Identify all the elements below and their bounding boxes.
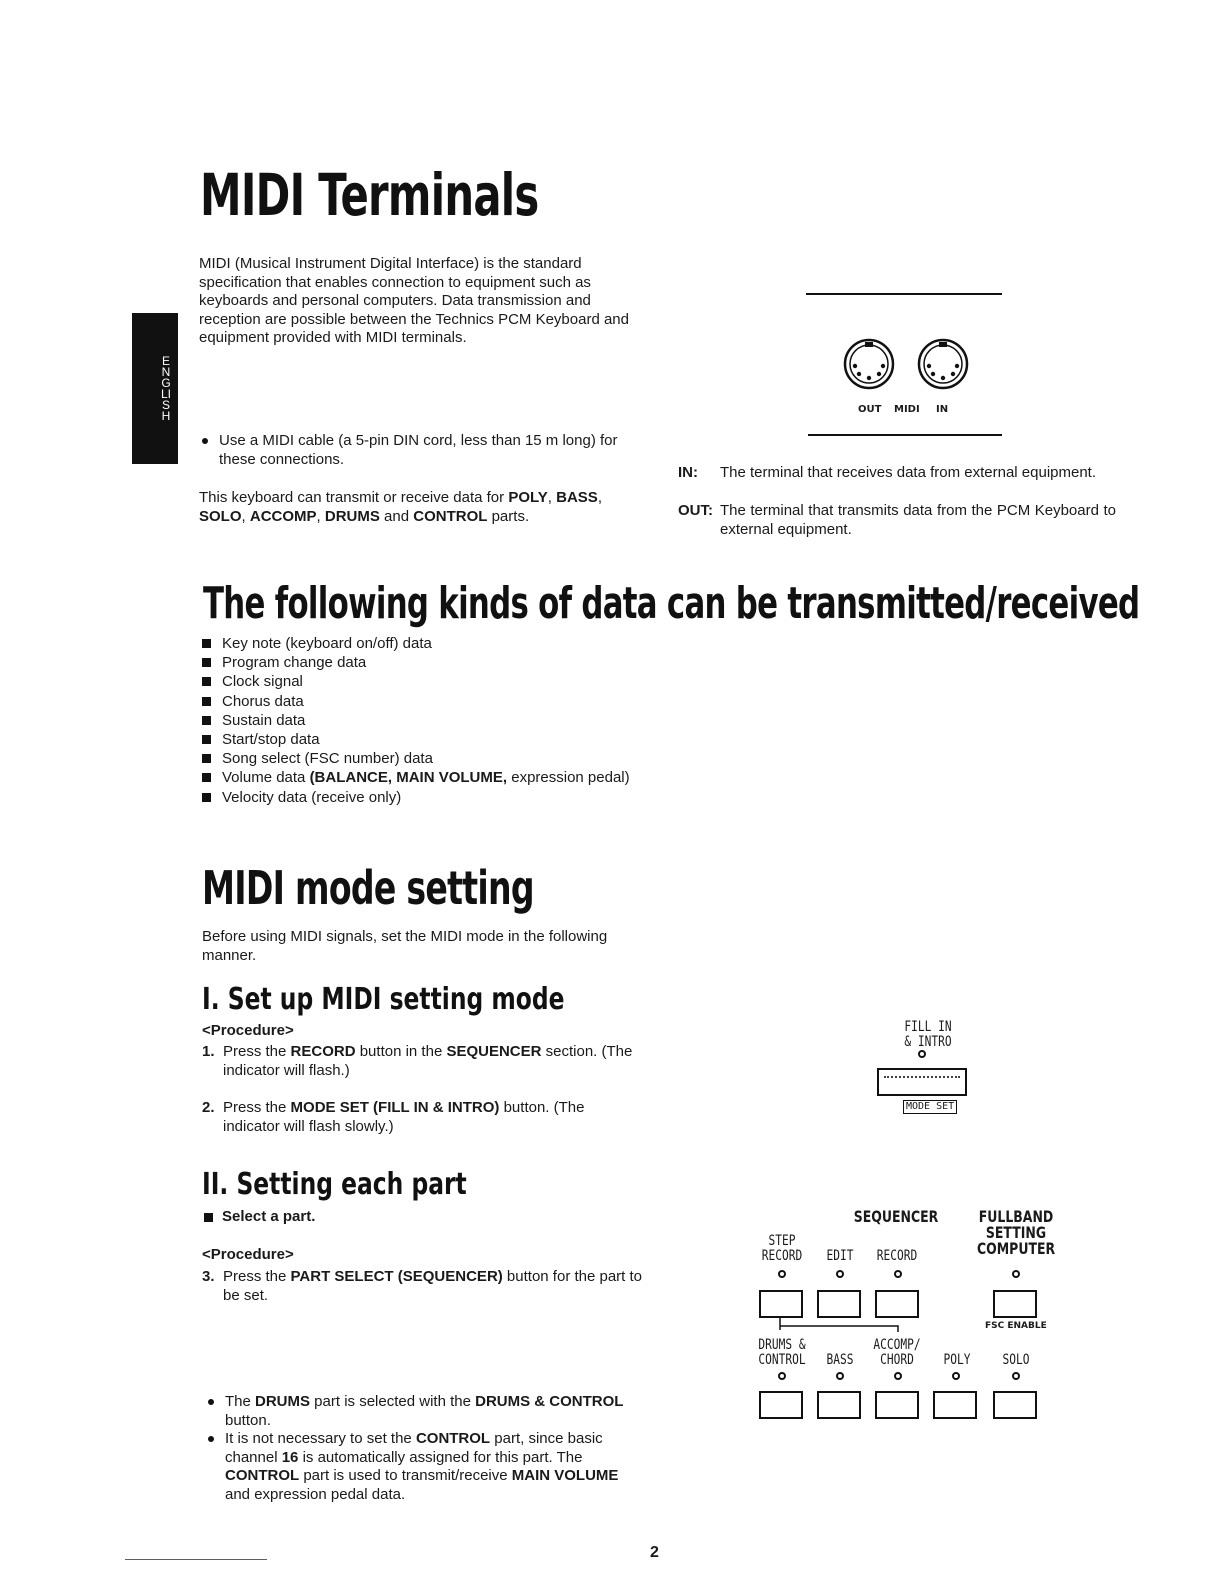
select-bullet-icon xyxy=(204,1213,213,1222)
mode-intro: Before using MIDI signals, set the MIDI mode in the following manner. xyxy=(202,928,608,964)
step2-number: 2. xyxy=(202,1099,215,1116)
page-title: MIDI Terminals xyxy=(200,161,539,229)
record-indicator xyxy=(894,1270,902,1278)
fullband-title-2: SETTING xyxy=(985,1223,1047,1242)
mode-set-label: MODE SET xyxy=(903,1100,957,1114)
data-kind-item: Program change data xyxy=(200,653,680,672)
out-def-label: OUT: xyxy=(678,502,713,519)
part-drums: DRUMS xyxy=(324,507,380,525)
step3-c: button for the part to be set. xyxy=(223,1268,643,1304)
drums-label-1: DRUMS & xyxy=(758,1337,806,1353)
accomp-label-1: ACCOMP/ xyxy=(873,1337,921,1353)
volume-prefix: Volume data xyxy=(222,769,310,787)
fullband-title-3: COMPUTER xyxy=(977,1239,1056,1258)
data-kinds-list xyxy=(200,634,680,807)
notes-list xyxy=(205,1393,643,1504)
note1-b: DRUMS xyxy=(255,1393,311,1410)
part-solo: SOLO xyxy=(199,507,242,525)
in-def-label: IN: xyxy=(678,464,698,481)
midi-in-label: IN xyxy=(936,404,949,415)
fsc-indicator xyxy=(1012,1270,1020,1278)
step1-text xyxy=(223,1043,643,1080)
parts-suffix: parts. xyxy=(491,507,530,525)
midi-label: MIDI xyxy=(894,404,920,415)
language-tab-label: ENGLISH xyxy=(160,353,171,423)
volume-bold: (BALANCE, MAIN VOLUME, xyxy=(309,769,508,787)
step-record-button[interactable] xyxy=(759,1290,803,1318)
data-kind-item: Start/stop data xyxy=(200,730,680,749)
note2-e: is automatically assigned for this part. The xyxy=(298,1448,583,1466)
bass-indicator xyxy=(836,1372,844,1380)
bass-label: BASS xyxy=(826,1352,854,1368)
intro-paragraph: MIDI (Musical Instrument Digital Interface) is the standard specification that enables connection to equipment such as keyboards and personal computers. Data transmission and reception are possible between the Technics PCM Keyboard and equipment provided with MIDI terminals. xyxy=(199,255,629,346)
fsc-enable-button[interactable] xyxy=(993,1290,1037,1318)
fill-in-label-1: FILL IN xyxy=(904,1019,952,1035)
midi-out-label: OUT xyxy=(858,404,882,415)
volume-suffix: expression pedal) xyxy=(507,769,630,787)
accomp-chord-button[interactable] xyxy=(875,1391,919,1419)
data-kind-item: Sustain data xyxy=(200,711,680,730)
step2-a: Press the xyxy=(223,1099,291,1116)
parts-paragraph: This keyboard can transmit or receive data for POLY, BASS, SOLO, ACCOMP, DRUMS and CONTROL parts. xyxy=(199,489,602,525)
step3-text xyxy=(223,1268,643,1305)
solo-label: SOLO xyxy=(1002,1352,1030,1368)
note2-d: 16 xyxy=(281,1448,299,1466)
drums-label-2: CONTROL xyxy=(758,1352,806,1368)
out-def-text: The terminal that transmits data from the PCM Keyboard to external equipment. xyxy=(720,502,1116,538)
part-bass: BASS xyxy=(556,489,598,506)
data-kind-item: Velocity data (receive only) xyxy=(200,788,680,807)
select-part-line xyxy=(202,1208,315,1227)
step1-a: Press the xyxy=(223,1043,291,1060)
midi-jacks-illustration xyxy=(836,334,976,396)
data-kind-item: Key note (keyboard on/off) data xyxy=(200,634,680,653)
drums-control-button[interactable] xyxy=(759,1391,803,1419)
figure-rule-bottom xyxy=(808,434,1002,436)
step1-e: section. (The indicator will flash.) xyxy=(223,1043,633,1079)
note-drums xyxy=(205,1393,643,1430)
data-kind-item: Clock signal xyxy=(200,672,680,691)
note2-a: It is not necessary to set the xyxy=(225,1430,416,1447)
data-kind-item: Chorus data xyxy=(200,692,680,711)
step1-record: RECORD xyxy=(290,1043,356,1060)
section1-title: I. Set up MIDI setting mode xyxy=(202,982,565,1017)
step-record-indicator xyxy=(778,1270,786,1278)
note2-g: part is used to transmit/receive xyxy=(299,1467,512,1484)
step3-number: 3. xyxy=(202,1268,215,1285)
step1-c: button in the xyxy=(355,1043,447,1060)
fullband-title-1: FULLBAND xyxy=(978,1207,1054,1226)
section1-procedure: <Procedure> xyxy=(202,1022,294,1039)
edit-label: EDIT xyxy=(826,1248,854,1264)
step3-a: Press the xyxy=(223,1268,291,1285)
parts-and: and xyxy=(384,507,410,525)
in-def-text: The terminal that receives data from external equipment. xyxy=(720,464,1097,481)
section2-title: II. Setting each part xyxy=(202,1167,467,1202)
note1-d: DRUMS & CONTROL xyxy=(475,1393,624,1410)
fsc-enable-label: FSC ENABLE xyxy=(985,1321,1047,1331)
poly-indicator xyxy=(952,1372,960,1380)
step2-text xyxy=(223,1099,643,1136)
note2-c: part, since basic channel xyxy=(225,1430,603,1466)
step1-number: 1. xyxy=(202,1043,215,1060)
section2-procedure: <Procedure> xyxy=(202,1246,294,1263)
step2-c: button. (The indicator will flash slowly.) xyxy=(223,1099,585,1135)
note1-c: part is selected with the xyxy=(310,1393,476,1410)
edit-button[interactable] xyxy=(817,1290,861,1318)
midi-in-jack-icon xyxy=(919,340,967,388)
note-control xyxy=(205,1430,643,1504)
solo-indicator xyxy=(1012,1372,1020,1380)
step2-mode-set: MODE SET (FILL IN & INTRO) xyxy=(290,1099,500,1116)
step-record-label-1: STEP xyxy=(768,1233,796,1249)
data-kind-item-volume xyxy=(200,768,680,787)
note2-h: MAIN VOLUME xyxy=(511,1467,619,1484)
poly-label: POLY xyxy=(943,1352,971,1368)
mode-heading: MIDI mode setting xyxy=(202,861,534,915)
step3-part-select: PART SELECT (SEQUENCER) xyxy=(290,1268,503,1285)
note1-a: The xyxy=(225,1393,256,1410)
select-part-text: Select a part. xyxy=(222,1208,316,1225)
part-control: CONTROL xyxy=(413,507,488,525)
bass-button[interactable] xyxy=(817,1391,861,1419)
page-number: 2 xyxy=(650,1544,659,1561)
fill-in-intro-button[interactable] xyxy=(877,1068,967,1096)
record-label: RECORD xyxy=(876,1248,918,1264)
note2-i: and expression pedal data. xyxy=(225,1485,406,1503)
step-record-label-2: RECORD xyxy=(761,1248,803,1264)
sequencer-title: SEQUENCER xyxy=(853,1207,939,1226)
note1-e: button. xyxy=(225,1411,271,1429)
fill-in-label-2: & INTRO xyxy=(904,1034,952,1050)
step1-sequencer: SEQUENCER xyxy=(446,1043,542,1060)
solo-button[interactable] xyxy=(993,1391,1037,1419)
midi-out-jack-icon xyxy=(845,340,893,388)
drums-indicator xyxy=(778,1372,786,1380)
part-poly: POLY xyxy=(508,489,548,506)
language-tab xyxy=(132,313,178,464)
kinds-heading: The following kinds of data can be transmitted/received xyxy=(203,578,1140,629)
part-select-bracket xyxy=(760,1318,910,1334)
accomp-label-2: CHORD xyxy=(880,1352,914,1368)
record-button[interactable] xyxy=(875,1290,919,1318)
poly-button[interactable] xyxy=(933,1391,977,1419)
parts-prefix: This keyboard can transmit or receive data for xyxy=(199,489,509,506)
cable-note xyxy=(199,432,639,469)
cable-note-item: Use a MIDI cable (a 5-pin DIN cord, less than 15 m long) for these connections. xyxy=(199,432,639,469)
part-accomp: ACCOMP xyxy=(249,507,317,525)
note2-b: CONTROL xyxy=(415,1430,491,1447)
accomp-indicator xyxy=(894,1372,902,1380)
figure-rule-top xyxy=(806,293,1002,295)
note2-f: CONTROL xyxy=(225,1467,300,1484)
data-kind-item: Song select (FSC number) data xyxy=(200,749,680,768)
fill-in-indicator xyxy=(918,1050,926,1058)
footer-rule xyxy=(125,1559,267,1560)
edit-indicator xyxy=(836,1270,844,1278)
